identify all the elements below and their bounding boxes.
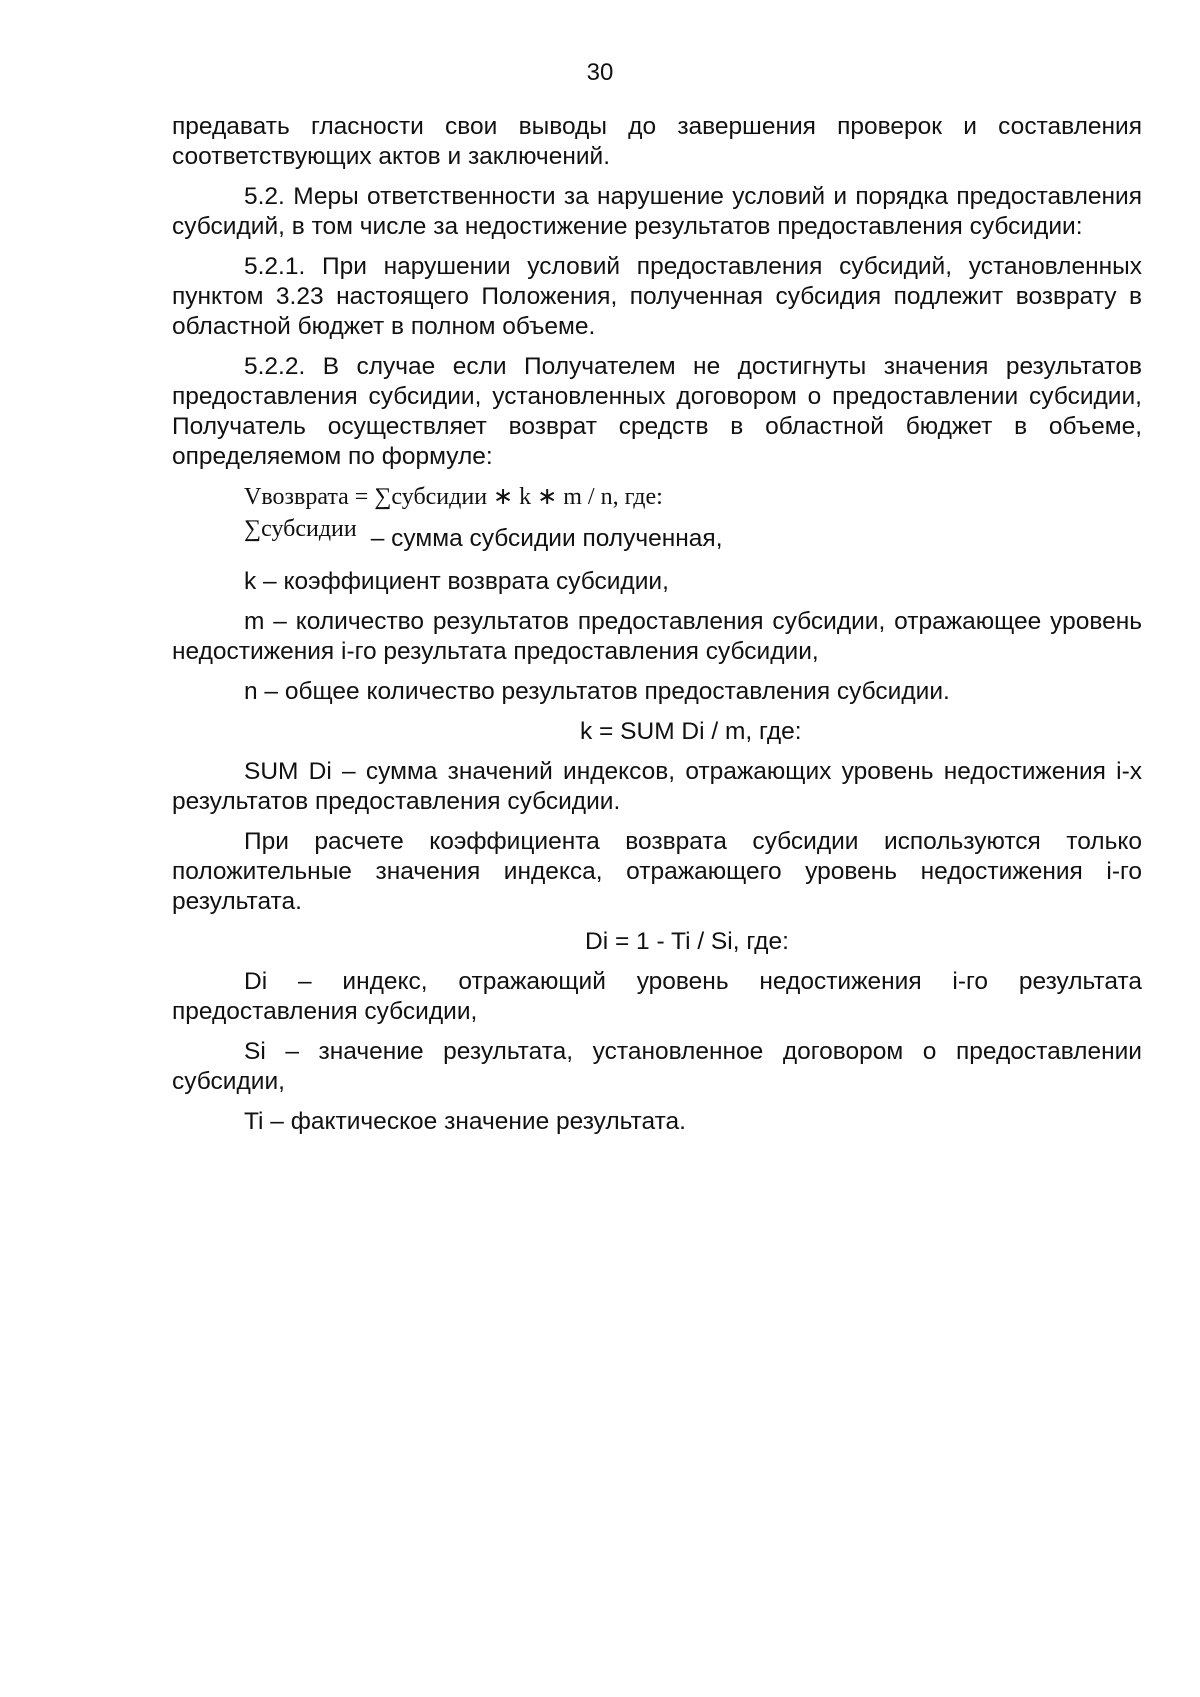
- paragraph-5-2: 5.2. Меры ответственности за нарушение условий и порядка предоставления субсидий, в том числе за недостижение результатов предоставления субсидии:: [172, 183, 1142, 240]
- si-definition: Si – значение результата, установленное договором о предоставлении субсидии,: [172, 1038, 1142, 1095]
- ti-definition: Ti – фактическое значение результата.: [244, 1108, 686, 1135]
- n-definition: n – общее количество результатов предоставления субсидии.: [244, 678, 950, 705]
- paragraph-5-2-1: 5.2.1. При нарушении условий предоставления субсидий, установленных пунктом 3.23 настоящего Положения, полученная субсидия подлежит возврату в областной бюджет в полном объеме.: [172, 253, 1142, 340]
- sum-symbol: ∑субсидии: [244, 516, 357, 542]
- paragraph-5-2-2: 5.2.2. В случае если Получателем не достигнуты значения результатов предоставления субсидии, установленных договором о предоставлении субсидии, Получатель осуществляет возврат средств в областной бюджет в объеме, определяемом по формуле:: [172, 353, 1142, 470]
- positive-values-note: При расчете коэффициента возврата субсидии используются только положительные значения индекса, отражающего уровень недостижения i-го результата.: [172, 828, 1142, 915]
- sumdi-definition: SUM Di – сумма значений индексов, отражающих уровень недостижения i-х результатов предоставления субсидии.: [172, 758, 1142, 815]
- di-definition: Di – индекс, отражающий уровень недостижения i-го результата предоставления субсидии,: [172, 968, 1142, 1025]
- page-number: 30: [586, 59, 614, 86]
- di-formula: Di = 1 - Ti / Si, где:: [585, 928, 789, 955]
- refund-formula: Vвозврата = ∑субсидии ∗ k ∗ m / n, где:: [244, 484, 663, 510]
- k-definition: k – коэффициент возврата субсидии,: [244, 568, 669, 595]
- paragraph-continuation: предавать гласности свои выводы до завершения проверок и составления соответствующих актов и заключений.: [172, 113, 1142, 170]
- sum-description: – сумма субсидии полученная,: [370, 525, 723, 552]
- document-body: [172, 112, 1142, 1147]
- sum-definition: [172, 516, 1142, 557]
- k-formula: k = SUM Di / m, где:: [580, 718, 802, 745]
- m-definition: m – количество результатов предоставления субсидии, отражающее уровень недостижения i-го результата предоставления субсидии,: [172, 608, 1142, 665]
